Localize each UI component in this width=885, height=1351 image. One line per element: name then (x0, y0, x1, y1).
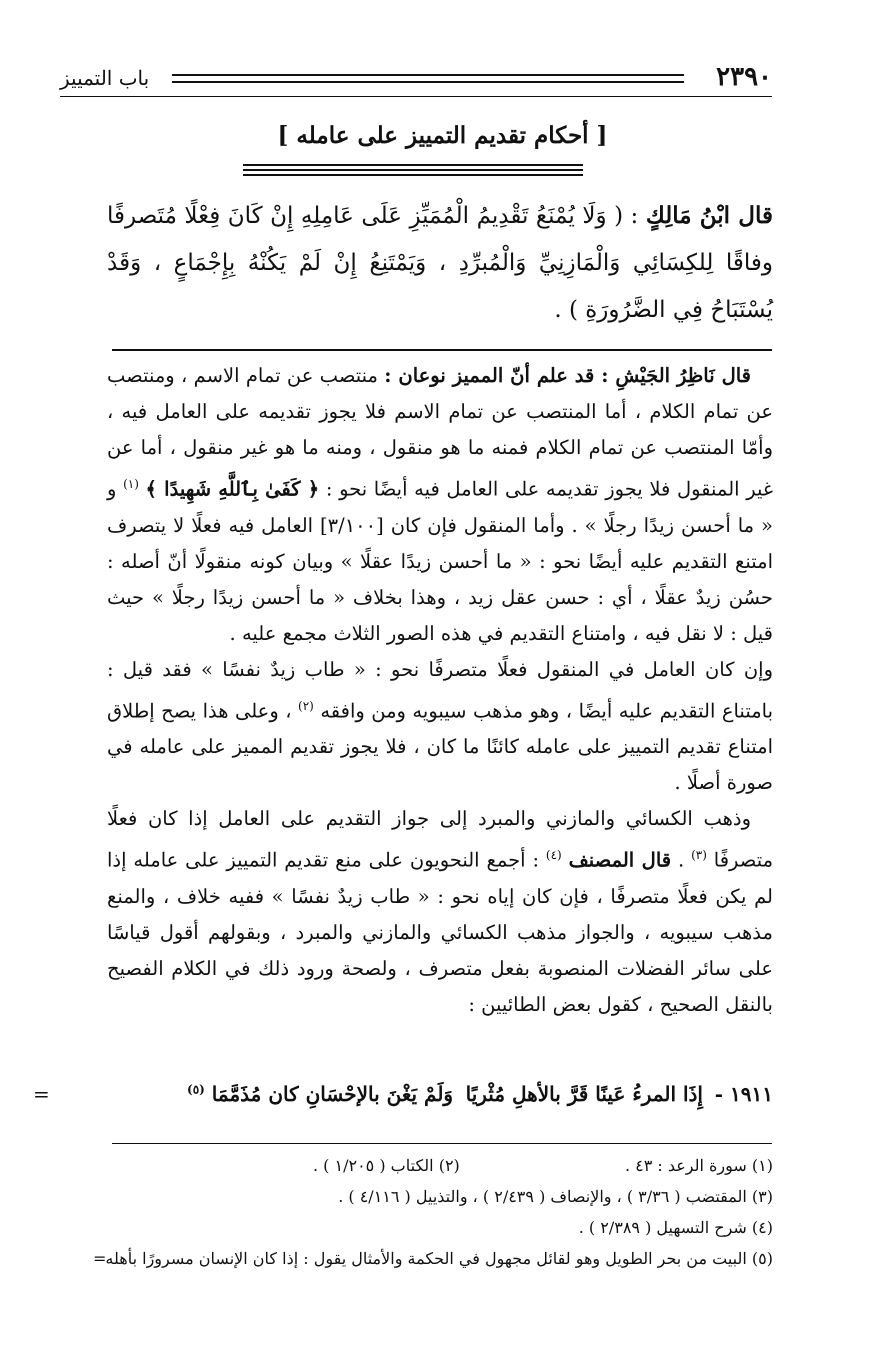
footnote-1: (١) سورة الرعد : ٤٣ . (624, 1156, 773, 1175)
header-underline (60, 96, 772, 97)
footnote-4: (٤) شرح التسهيل ( ٢/٣٨٩ ) . (578, 1218, 773, 1237)
chapter-title: باب التمييز (60, 66, 150, 90)
verse-hemistich-2-text: وَلَمْ يَغْنَ بالإحْسَانِ كان مُذَمَّمَا (211, 1082, 454, 1106)
page-number: ٢٣٩٠ (716, 62, 772, 92)
verse-number: ١٩١١ - (714, 1082, 773, 1106)
paragraph-3-text-a: وذهب الكسائي والمازني والمبرد إلى جواز التقديم على العامل إذا كان فعلًا متصرفًا (107, 807, 774, 872)
paragraph-2-text-b: ، وعلى هذا يصح إطلاق امتناع تقديم التمييز على عامله كائنًا ما كان ، فلا يجوز تقديم المميز على عامله في صورة أصلًا . (107, 699, 773, 794)
section-title: [ أحكام تقديم التمييز على عامله ] (277, 122, 608, 149)
paragraph-2-text-a: وإن كان العامل في المنقول فعلًا متصرفًا نحو : « طاب زيدٌ نفسًا » فقد قيل : بامتناع التقديم عليه أيضًا ، وهو مذهب سيبويه ومن وافقه (107, 657, 774, 722)
matn-author: قال ابْنُ مَالِكٍ (645, 202, 774, 229)
quran-quote: ﴿ كَفَىٰ بِٱللَّهِ شَهِيدًا ﴾ (145, 477, 320, 501)
verse-hemistich-1: إِذَا المرءُ عَينًا قَرَّ بالأهلِ مُثْريًا (465, 1082, 703, 1106)
matn-body: : ( وَلَا يُمْنَعُ تَقْدِيمُ الْمُمَيِّزِ عَلَى عَامِلِهِ إِنْ كَانَ فِعْلًا مُتَصرفًا وفاقًا لِلكِسَائِي وَالْمَازِنِيِّ وَالْمُبرِّدِ ، وَيَمْتَنِعُ إِنْ لَمْ يَكُنْهُ بِإِجْمَاعٍ ، وَقَدْ يُسْتَبَاحُ فِي الضَّرُورَةِ ) . (107, 203, 773, 323)
footnote-continuation-mark: = (93, 1249, 107, 1268)
footnotes (93, 1150, 773, 1274)
footnote-3: (٣) المقتضب ( ٣/٣٦ ) ، والإنصاف ( ٢/٤٣٩ ) ، والتذييل ( ٤/١١٦ ) . (338, 1187, 773, 1206)
footnote-ref-3: (٣) (691, 848, 707, 862)
commentary (107, 358, 773, 1023)
commentary-lead: قال نَاظِرُ الجَيْشِ : قد علم أنّ المميز نوعان : (384, 364, 751, 387)
paragraph-3-text-c: : أجمع النحويون على منع تقديم التمييز على عامله إذا لم يكن فعلًا متصرفًا ، فإن كان إياه نحو : « طاب زيدٌ نفسًا » ففيه خلاف ، والمنع مذهب سيبويه ، والجواز مذهب الكسائي والمازني والمبرد ، وبقولهم أقول قياسًا على سائر الفضلات المنصوبة بفعل متصرف ، ولصحة ورود ذلك في الكلام الفصيح بالنقل الصحيح ، كقول بعض الطائيين : (107, 848, 773, 1016)
paragraph-1 (107, 358, 773, 652)
title-triple-rule (243, 164, 583, 179)
footnote-line (93, 1212, 773, 1243)
paragraph-1-text-a: منتصب عن تمام الاسم ، ومنتصب عن تمام الكلام ، أما المنتصب عن تمام الاسم فلا يجوز تقديمه على العامل فيه ، وأمّا المنتصب عن تمام الكلام فمنه ما هو منقول ، ومنه ما هو غير منقول ، أما عن غير المنقول فلا يجوز تقديمه على العامل فيه أيضًا نحو : (107, 364, 774, 501)
footnote-ref-5: (٥) (187, 1082, 205, 1097)
header-double-rule (172, 74, 684, 83)
paragraph-3 (107, 801, 773, 1023)
footnote-line (93, 1181, 773, 1212)
author-citation: قال المصنف (568, 848, 672, 872)
footnote-separator (112, 1143, 772, 1144)
footnote-line (93, 1243, 773, 1274)
paragraph-1-text-b: و « ما أحسن زيدًا رجلًا » . وأما المنقول فإن كان [٣/١٠٠] العامل فيه فعلًا لا يتصرف امتنع التقديم عليه أيضًا نحو : « ما أحسن زيدًا عقلًا » وبيان كونه منقولًا أنّ أصله : حسُن زيدٌ عقلًا ، أي : حسن عقل زيد ، وهذا بخلاف « ما أحسن زيدًا رجلًا » حيث قيل : لا نقل فيه ، وامتناع التقديم في هذه الصور الثلاث مجمع عليه . (107, 477, 773, 645)
running-header (60, 62, 772, 102)
footnote-ref-1: (١) (123, 477, 139, 491)
paragraph-2 (107, 652, 773, 802)
verse-hemistich-2 (187, 1082, 453, 1106)
footnote-2: (٢) الكتاب ( ١/٢٠٥ ) . (313, 1156, 460, 1175)
footnote-line (93, 1150, 773, 1181)
matn-separator (112, 349, 772, 351)
paragraph-3-text-b: . (677, 848, 685, 872)
footnote-ref-2: (٢) (298, 698, 314, 713)
footnote-5: (٥) البيت من بحر الطويل وهو لقائل مجهول في الحكمة والأمثال يقول : إذا كان الإنسان مسرورًا بأهله (105, 1249, 773, 1268)
continuation-mark: = (33, 1082, 50, 1106)
footnote-ref-4: (٤) (545, 848, 562, 862)
matn-text (107, 192, 773, 334)
